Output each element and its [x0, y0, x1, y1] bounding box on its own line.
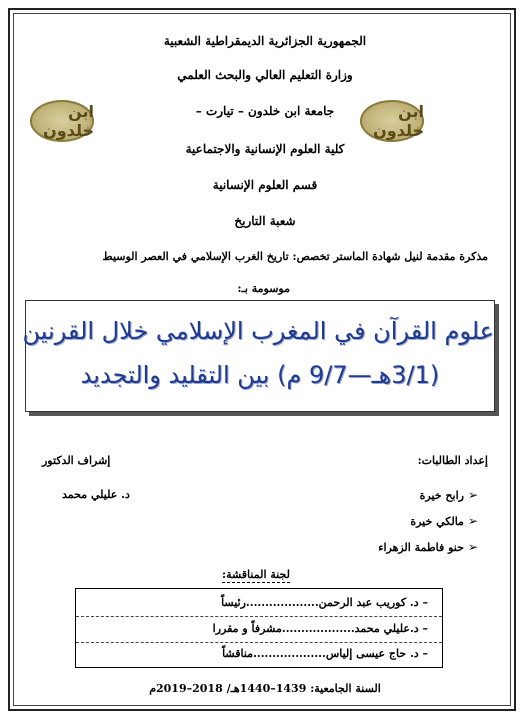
thesis-title-line-2: (3/1هـ—9/7 م) بين التقليد والتجديد: [80, 361, 440, 389]
ministry-name: وزارة التعليم العالي والبحث العلمي: [177, 68, 353, 82]
department-name: قسم العلوم الإنسانية: [212, 178, 318, 192]
thesis-title-line-1: علوم القرآن في المغرب الإسلامي خلال القرنين: [22, 317, 494, 345]
student-1: ➢رابح خيرة: [419, 488, 478, 502]
student-2: ➢مالكي خيرة: [410, 514, 478, 528]
committee-divider: [76, 642, 442, 643]
committee-box: [75, 588, 443, 668]
republic-name: الجمهورية الجزائرية الديمقراطية الشعبية: [163, 34, 367, 48]
committee-member-1: – د. كوريب عبد الرحمن...................رئيساً: [221, 596, 428, 609]
academic-year: السنة الجامعية: 1439–1440هـ/ 2018–2019م: [149, 682, 381, 695]
committee-member-3: – د. حاج عيسى إلياس...................مناقشاً: [222, 647, 428, 660]
university-logo-left: ابن خلدون: [30, 100, 94, 142]
check-arrow-icon: ➢: [467, 488, 478, 502]
prepared-by-label: إعداد الطالبات:: [417, 454, 488, 467]
check-arrow-icon: ➢: [467, 514, 478, 528]
committee-member-2: – د.عليلي محمد...................مشرفاً و مقررا: [212, 622, 428, 635]
supervision-label: إشراف الدكتور: [42, 454, 111, 467]
student-3: ➢حنو فاطمة الزهراء: [378, 540, 478, 554]
committee-label: لجنة المناقشة:: [222, 568, 290, 581]
check-arrow-icon: ➢: [467, 540, 478, 554]
supervisor-name: د. عليلي محمد: [62, 488, 130, 501]
thesis-title-box: [22, 300, 495, 412]
faculty-name: كلية العلوم الإنسانية والاجتماعية: [185, 142, 345, 156]
thesis-titled-label: موسومة بـ:: [237, 282, 290, 295]
thesis-intro: مذكرة مقدمة لنيل شهادة الماستر تخصص: تاريخ الغرب الإسلامي في العصر الوسيط: [102, 250, 488, 263]
branch-name: شعبة التاريخ: [234, 214, 296, 228]
university-logo-right: ابن خلدون: [360, 100, 424, 142]
committee-divider: [76, 616, 442, 617]
university-name: جامعة ابن خلدون – تيارت –: [195, 104, 335, 118]
